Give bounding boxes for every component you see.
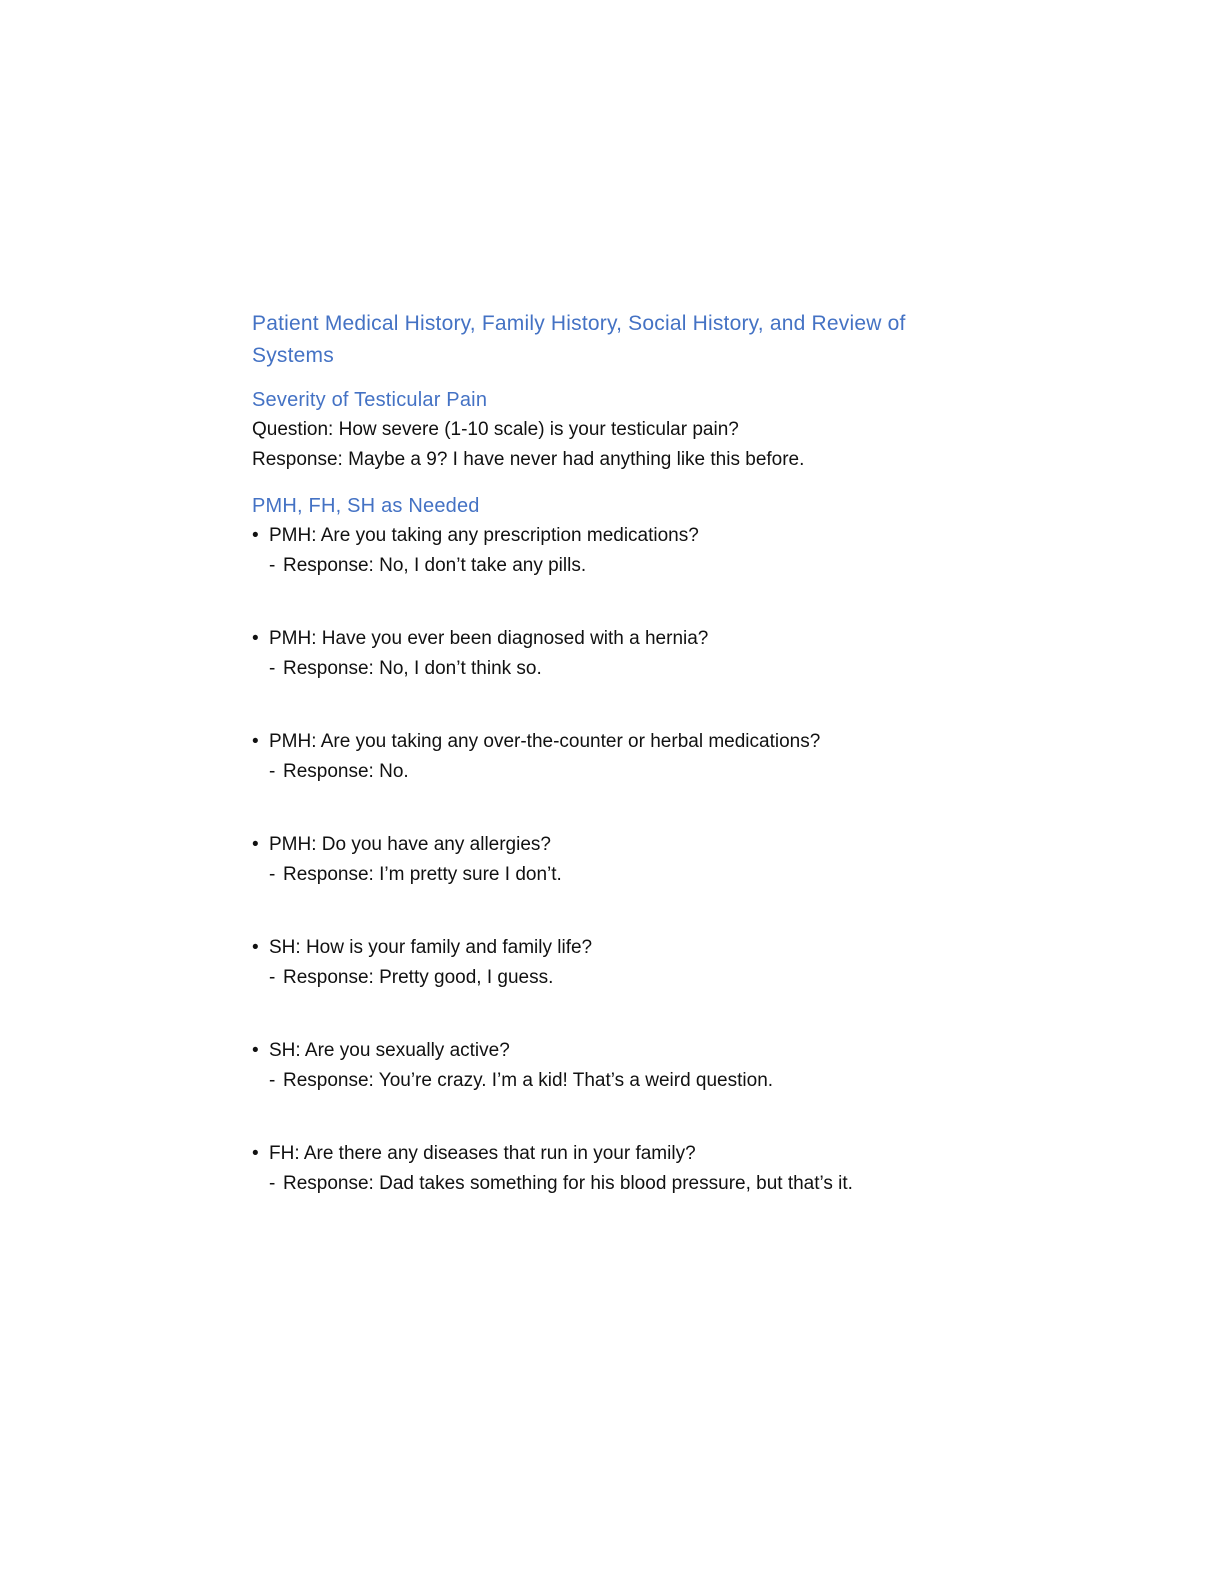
list-item — [252, 624, 982, 684]
qa-response: Response: No. — [283, 761, 409, 782]
qa-response: Response: No, I don’t take any pills. — [283, 555, 587, 576]
dash-marker: - — [269, 555, 276, 576]
bullet-icon: • — [252, 628, 259, 649]
document-page — [252, 308, 982, 1199]
qa-question: PMH: Are you taking any over-the-counter or herbal medications? — [269, 731, 821, 752]
bullet-icon: • — [252, 1143, 259, 1164]
list-item — [252, 521, 982, 581]
qa-response: Response: No, I don’t think so. — [283, 658, 542, 679]
qa-question: PMH: Are you taking any prescription medications? — [269, 525, 699, 546]
qa-question: SH: Are you sexually active? — [269, 1040, 510, 1061]
dash-marker: - — [269, 1070, 276, 1091]
qa-question: SH: How is your family and family life? — [269, 937, 593, 958]
list-item — [252, 933, 982, 993]
severity-question: Question: How severe (1-10 scale) is your testicular pain? — [252, 419, 739, 440]
list-item — [252, 727, 982, 787]
qa-question: FH: Are there any diseases that run in your family? — [269, 1143, 696, 1164]
dash-marker: - — [269, 864, 276, 885]
document-title: Patient Medical History, Family History, Social History, and Review of Systems — [252, 312, 906, 367]
bullet-icon: • — [252, 525, 259, 546]
dash-marker: - — [269, 967, 276, 988]
list-item — [252, 1139, 982, 1199]
qa-response: Response: Dad takes something for his blood pressure, but that’s it. — [283, 1173, 853, 1194]
dash-marker: - — [269, 1173, 276, 1194]
qa-response: Response: I’m pretty sure I don’t. — [283, 864, 562, 885]
list-item — [252, 830, 982, 890]
severity-response: Response: Maybe a 9? I have never had anything like this before. — [252, 449, 805, 470]
history-qa-list — [252, 521, 982, 1199]
qa-question: PMH: Do you have any allergies? — [269, 834, 551, 855]
qa-response: Response: You’re crazy. I’m a kid! That’s a weird question. — [283, 1070, 774, 1091]
qa-response: Response: Pretty good, I guess. — [283, 967, 554, 988]
qa-question: PMH: Have you ever been diagnosed with a hernia? — [269, 628, 709, 649]
bullet-icon: • — [252, 937, 259, 958]
list-item — [252, 1036, 982, 1096]
bullet-icon: • — [252, 731, 259, 752]
dash-marker: - — [269, 658, 276, 679]
dash-marker: - — [269, 761, 276, 782]
bullet-icon: • — [252, 834, 259, 855]
section-heading-severity: Severity of Testicular Pain — [252, 389, 488, 411]
section-heading-history: PMH, FH, SH as Needed — [252, 495, 480, 517]
bullet-icon: • — [252, 1040, 259, 1061]
